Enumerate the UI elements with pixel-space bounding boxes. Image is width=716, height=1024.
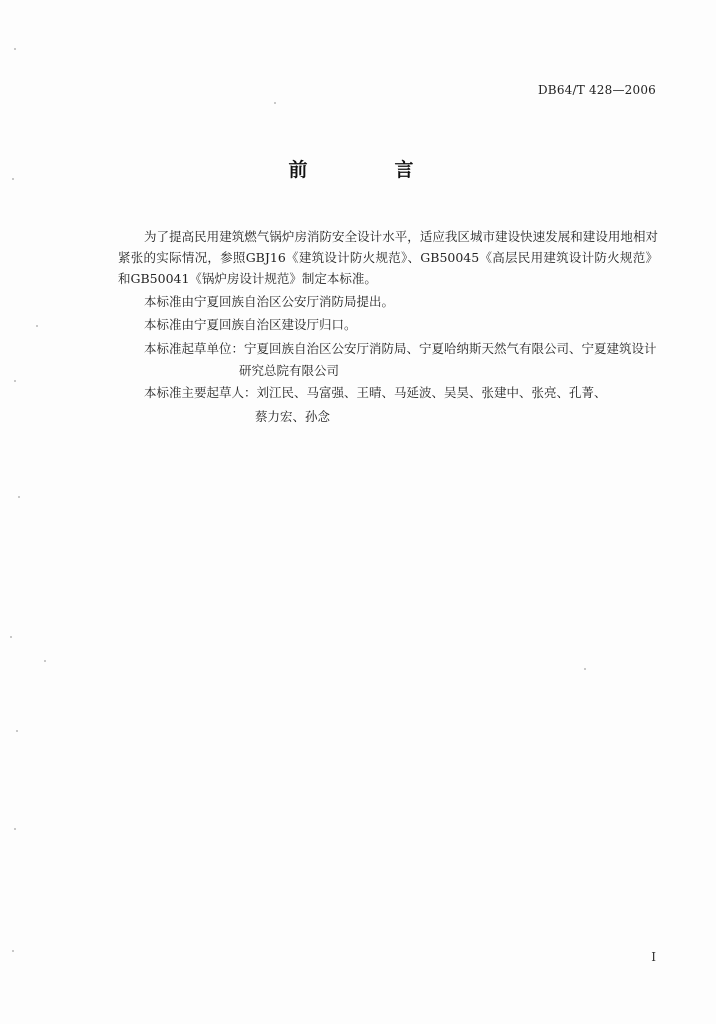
paragraph-proposer: 本标准由宁夏回族自治区公安厅消防局提出。 [144,294,395,309]
scan-speck [18,496,20,498]
page-title: 前 言 [288,159,448,181]
scan-speck [14,48,16,50]
scan-speck [44,660,46,662]
page-number: I [651,950,656,964]
scan-speck [10,636,12,638]
paragraph-purpose: 为了提高民用建筑燃气锅炉房消防安全设计水平，适应我区城市建设快速发展和建设用地相对紧张的实际情况，参照GBJ16《建筑设计防火规范》、GB50045《高层民用建筑设计防火规范》和GB50041《锅炉房设计规范》制定本标准。 [118,229,658,287]
paragraph-drafting-units: 本标准起草单位：宁夏回族自治区公安厅消防局、宁夏哈纳斯天然气有限公司、宁夏建筑设计 [144,341,657,356]
standard-code: DB64/T 428—2006 [537,83,656,97]
scan-speck [12,950,14,952]
paragraph-drafting-units-continued: 研究总院有限公司 [239,363,340,378]
scan-speck [584,668,586,670]
scan-speck [12,178,14,180]
scan-speck [274,102,276,104]
paragraph-administrator: 本标准由宁夏回族自治区建设厅归口。 [144,317,357,332]
scan-speck [14,828,16,830]
paragraph-drafters: 本标准主要起草人：刘江民、马富强、王晴、马延波、吴昊、张建中、张亮、孔菁、 [144,385,607,400]
paragraph-drafters-continued: 蔡力宏、孙念 [255,409,331,424]
scan-speck [16,730,18,732]
scan-speck [14,380,16,382]
scan-speck [36,325,38,327]
